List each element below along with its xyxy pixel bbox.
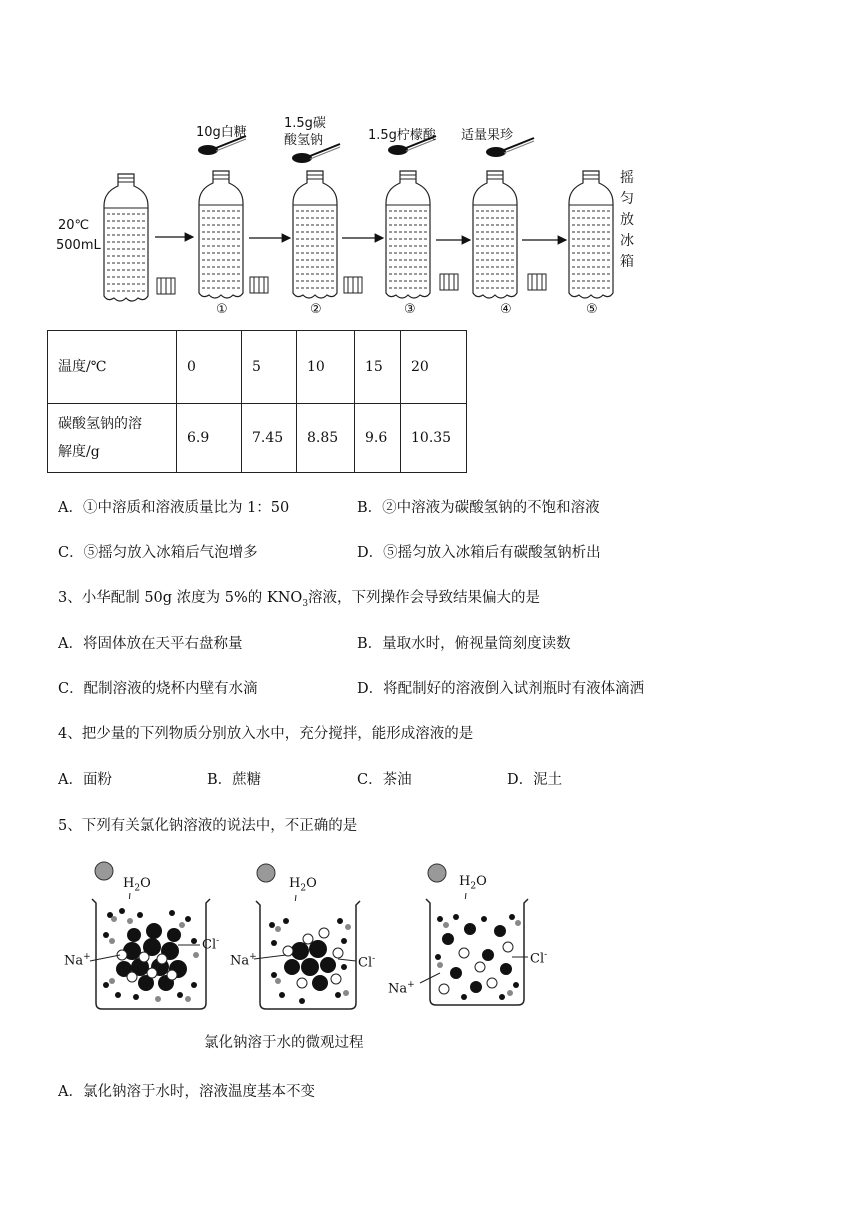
- bottle-process-drawing: [0, 0, 860, 330]
- bottle-5: [569, 171, 613, 298]
- q2-option-a: A．①中溶质和溶液质量比为 1：50: [58, 500, 290, 516]
- cap-3: [440, 274, 458, 290]
- bottle-1: [199, 171, 243, 298]
- q3-option-c: C．配制溶液的烧杯内壁有水滴: [58, 681, 258, 697]
- q5-stem: 5、下列有关氯化钠溶液的说法中，不正确的是: [58, 818, 358, 834]
- figure-caption: 氯化钠溶于水的微观过程: [204, 1035, 364, 1051]
- q2-option-d: D．⑤摇匀放入冰箱后有碳酸氢钠析出: [357, 545, 601, 561]
- water-label-1: $H_2O$: [123, 876, 151, 894]
- cap-1: [250, 277, 268, 293]
- q4-option-a: A．面粉: [58, 772, 112, 788]
- water-label-3: $H_2O$: [459, 874, 487, 892]
- q5-option-a: A．氯化钠溶于水时，溶液温度基本不变: [58, 1084, 315, 1100]
- q2-option-c: C．⑤摇匀放入冰箱后气泡增多: [58, 545, 258, 561]
- cl-label-3: Cl-: [530, 950, 548, 967]
- addition-bicarbonate-label-1: 1.5g碳: [284, 116, 326, 131]
- cap-4: [528, 274, 546, 290]
- addition-juice-powder-label: 适量果珍: [461, 128, 514, 143]
- beaker-3: [420, 899, 528, 1005]
- beaker-1: [90, 899, 210, 1009]
- addition-sugar-label: 10g白糖: [196, 125, 247, 140]
- step-label-1: ①: [216, 302, 228, 317]
- q4-option-c: C．茶油: [357, 772, 412, 788]
- na-label-3: Na+: [388, 980, 415, 997]
- na-label-1: Na+: [64, 952, 91, 969]
- table-row: 碳酸氢钠的溶 解度/g 6.9 7.45 8.85 9.6 10.35: [48, 404, 467, 473]
- table-row: 温度/℃ 0 5 10 15 20: [48, 331, 467, 404]
- cap-2: [344, 277, 362, 293]
- q4-stem: 4、把少量的下列物质分别放入水中，充分搅拌，能形成溶液的是: [58, 726, 474, 742]
- addition-bicarbonate-label-2: 酸氢钠: [284, 133, 324, 148]
- cap-start: [157, 278, 175, 294]
- final-note: 摇 匀 放 冰 箱: [620, 170, 634, 270]
- step-label-5: ⑤: [586, 302, 598, 317]
- step-label-3: ③: [404, 302, 416, 317]
- cl-label-2: Cl-: [358, 954, 376, 971]
- beaker-2: [254, 901, 360, 1009]
- bottle-4: [473, 171, 517, 298]
- start-temperature-label: 20℃: [58, 218, 90, 233]
- q3-stem: 3、小华配制 50g 浓度为 5%的 $KNO_3$溶液，下列操作会导致结果偏大的是: [58, 590, 541, 609]
- q4-option-d: D．泥土: [507, 772, 563, 788]
- step-label-2: ②: [310, 302, 322, 317]
- na-label-2: Na+: [230, 952, 257, 969]
- cl-label-1: Cl-: [202, 936, 220, 953]
- solubility-header: 碳酸氢钠的溶 解度/g: [48, 404, 177, 473]
- start-volume-label: 500mL: [56, 238, 101, 253]
- bottle-3: [386, 171, 430, 298]
- bottle-start: [104, 174, 148, 301]
- q3-option-a: A．将固体放在天平右盘称量: [58, 636, 243, 652]
- q3-option-d: D．将配制好的溶液倒入试剂瓶时有液体滴洒: [357, 681, 645, 697]
- water-label-2: $H_2O$: [289, 876, 317, 894]
- temperature-header: 温度/℃: [48, 331, 177, 404]
- q2-option-b: B．②中溶液为碳酸氢钠的不饱和溶液: [357, 500, 600, 516]
- solubility-table: [47, 330, 467, 473]
- bottle-2: [293, 171, 337, 298]
- q3-option-b: B．量取水时，俯视量筒刻度读数: [357, 636, 571, 652]
- step-label-4: ④: [500, 302, 512, 317]
- addition-citric-acid-label: 1.5g柠檬酸: [368, 128, 436, 143]
- q4-option-b: B．蔗糖: [207, 772, 262, 788]
